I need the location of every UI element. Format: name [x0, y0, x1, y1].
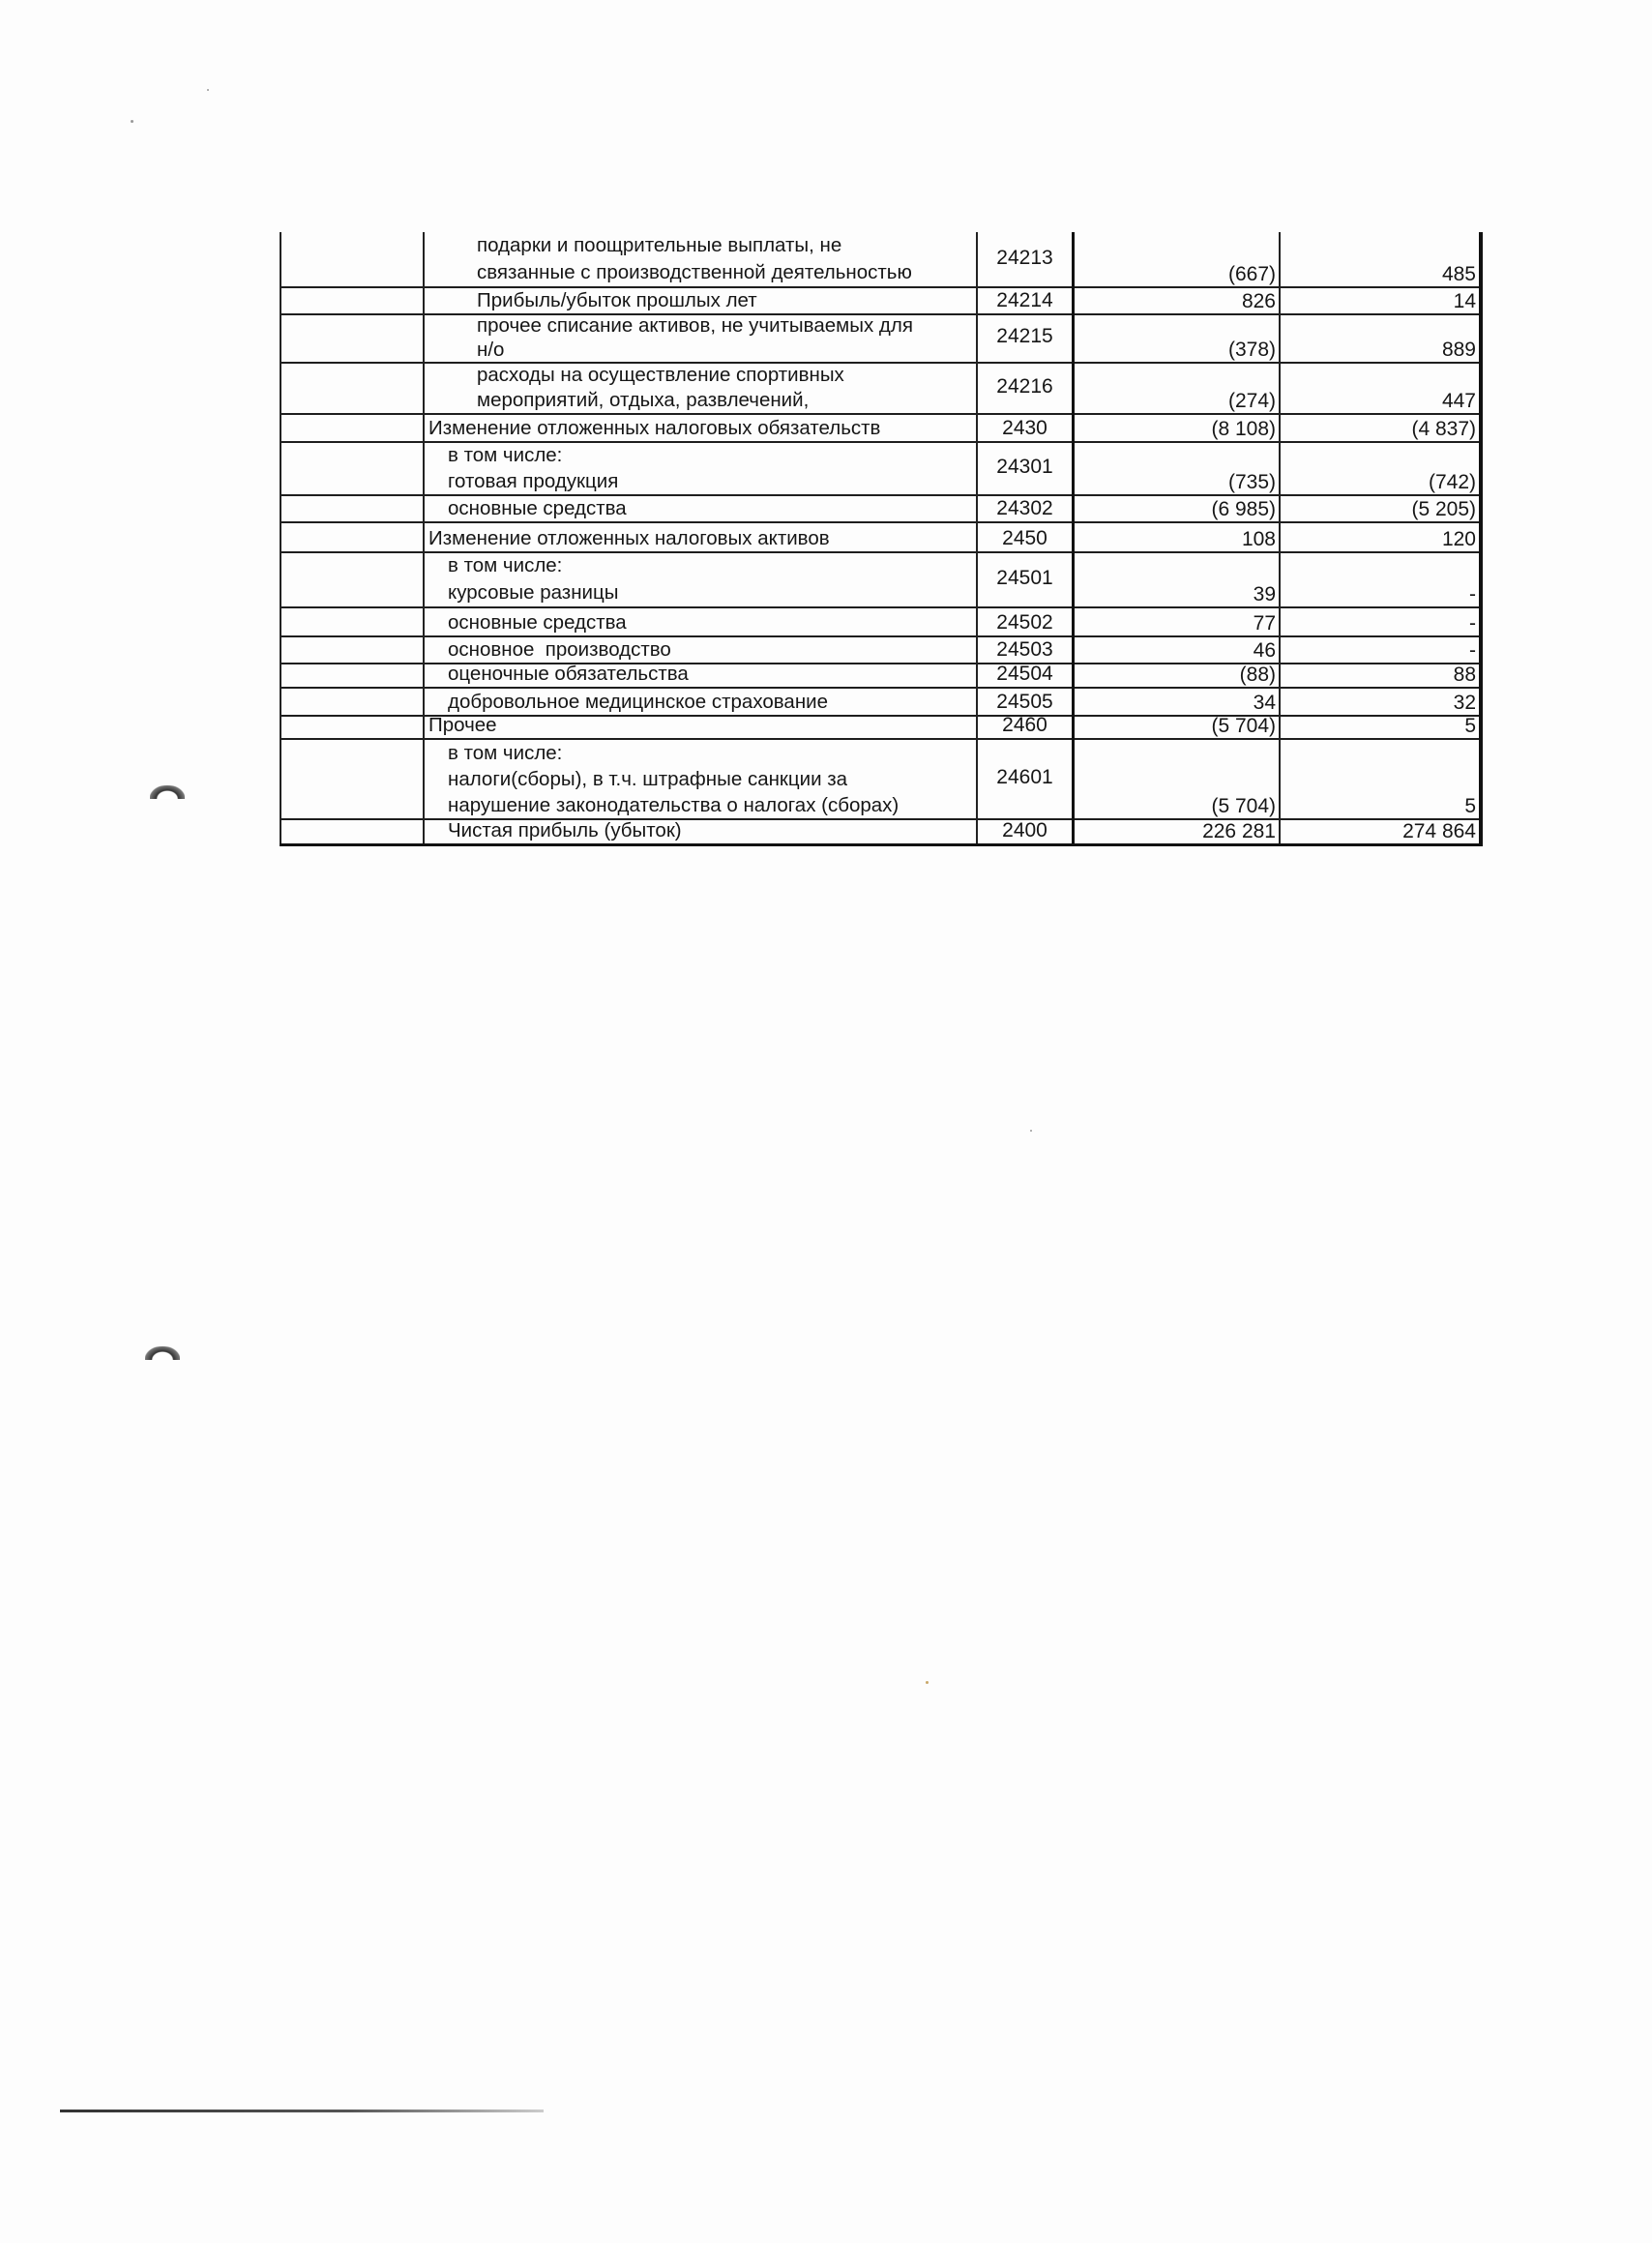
table-row	[280, 635, 1483, 664]
table-row	[280, 232, 1483, 288]
table-row	[280, 715, 1483, 740]
row-label: Изменение отложенных налоговых активов	[428, 527, 830, 549]
row-code: 24502	[996, 611, 1053, 634]
blank-cell	[280, 362, 423, 413]
blank-cell	[280, 413, 423, 441]
code-cell	[976, 494, 1072, 521]
row-code: 24215	[996, 324, 1053, 347]
table-row	[280, 521, 1483, 553]
row-label-cell	[423, 818, 976, 843]
row-code: 24302	[996, 497, 1053, 519]
table-row	[280, 738, 1483, 820]
row-label-cell	[423, 551, 976, 606]
scan-speck	[1030, 1130, 1032, 1132]
current-period-value: (378)	[1227, 339, 1276, 361]
row-label: Чистая прибыль (убыток)	[448, 819, 682, 841]
row-label: Прочее	[428, 714, 497, 736]
row-label: в том числе:	[448, 742, 563, 764]
row-label: налоги(сборы), в т.ч. штрафные санкции за	[448, 768, 848, 790]
row-label: нарушение законодательства о налогах (сборах)	[448, 794, 900, 816]
previous-period-value: 5	[1464, 795, 1476, 817]
current-period-value: 46	[1253, 639, 1276, 662]
row-label-cell	[423, 413, 976, 441]
current-period-value: 826	[1241, 290, 1276, 312]
code-cell	[976, 663, 1072, 687]
code-cell	[976, 521, 1072, 551]
previous-period-cell	[1279, 663, 1483, 687]
code-cell	[976, 232, 1072, 286]
row-label-cell	[423, 362, 976, 413]
previous-period-cell	[1279, 413, 1483, 441]
current-period-cell	[1072, 362, 1279, 413]
table-row	[280, 818, 1483, 846]
blank-cell	[280, 286, 423, 313]
blank-cell	[280, 738, 423, 818]
scan-speck	[131, 120, 133, 123]
previous-period-cell	[1279, 441, 1483, 494]
previous-period-cell	[1279, 715, 1483, 738]
table-row	[280, 313, 1483, 364]
punch-hole-mark	[150, 785, 185, 799]
previous-period-value: -	[1469, 612, 1476, 635]
blank-cell	[280, 551, 423, 606]
previous-period-value: 32	[1453, 692, 1476, 714]
current-period-cell	[1072, 687, 1279, 715]
current-period-cell	[1072, 551, 1279, 606]
current-period-value: (6 985)	[1211, 498, 1276, 520]
blank-cell	[280, 818, 423, 843]
current-period-value: 39	[1253, 583, 1276, 605]
row-label: добровольное медицинское страхование	[448, 691, 828, 713]
previous-period-value: 14	[1453, 290, 1476, 312]
row-label-cell	[423, 494, 976, 521]
row-code: 24501	[996, 566, 1053, 589]
previous-period-value: 889	[1441, 339, 1476, 361]
previous-period-cell	[1279, 286, 1483, 313]
code-cell	[976, 818, 1072, 843]
blank-cell	[280, 635, 423, 663]
row-label: основные средства	[448, 497, 627, 519]
blank-cell	[280, 441, 423, 494]
code-cell	[976, 362, 1072, 413]
row-label-cell	[423, 232, 976, 286]
row-label: прочее списание активов, не учитываемых для	[477, 314, 913, 337]
current-period-cell	[1072, 606, 1279, 635]
scan-edge-line	[60, 2110, 544, 2112]
row-code: 24301	[996, 455, 1053, 478]
previous-period-cell	[1279, 635, 1483, 663]
row-label: в том числе:	[448, 554, 563, 576]
row-label-cell	[423, 441, 976, 494]
row-label: расходы на осуществление спортивных	[477, 364, 844, 386]
current-period-value: 226 281	[1202, 820, 1276, 842]
code-cell	[976, 313, 1072, 362]
code-cell	[976, 738, 1072, 818]
previous-period-cell	[1279, 606, 1483, 635]
previous-period-cell	[1279, 232, 1483, 286]
code-cell	[976, 551, 1072, 606]
blank-cell	[280, 606, 423, 635]
current-period-value: (88)	[1239, 664, 1276, 686]
previous-period-value: (5 205)	[1411, 498, 1476, 520]
code-cell	[976, 687, 1072, 715]
current-period-cell	[1072, 441, 1279, 494]
row-label: курсовые разницы	[448, 581, 619, 604]
row-code: 24505	[996, 691, 1053, 713]
table-row	[280, 362, 1483, 415]
previous-period-value: -	[1469, 639, 1476, 662]
previous-period-value: -	[1469, 583, 1476, 605]
previous-period-cell	[1279, 494, 1483, 521]
current-period-cell	[1072, 232, 1279, 286]
previous-period-cell	[1279, 818, 1483, 843]
row-label-cell	[423, 635, 976, 663]
table-row	[280, 286, 1483, 315]
row-code: 2430	[1002, 417, 1047, 439]
current-period-value: 34	[1253, 692, 1276, 714]
previous-period-value: 274 864	[1402, 820, 1476, 842]
scan-speck	[207, 89, 209, 91]
row-code: 2400	[1002, 819, 1047, 841]
scan-speck	[926, 1681, 929, 1684]
blank-cell	[280, 232, 423, 286]
row-code: 24503	[996, 638, 1053, 661]
current-period-value: (8 108)	[1211, 418, 1276, 440]
current-period-value: 77	[1253, 612, 1276, 635]
row-label-cell	[423, 606, 976, 635]
row-code: 2450	[1002, 527, 1047, 549]
row-label: готовая продукция	[448, 470, 619, 492]
blank-cell	[280, 715, 423, 738]
blank-cell	[280, 663, 423, 687]
previous-period-cell	[1279, 362, 1483, 413]
current-period-value: 108	[1241, 528, 1276, 550]
row-label: основные средства	[448, 611, 627, 634]
table-row	[280, 494, 1483, 523]
row-label-cell	[423, 286, 976, 313]
row-label: основное производство	[448, 638, 671, 661]
table-row	[280, 663, 1483, 689]
current-period-value: (5 704)	[1211, 715, 1276, 737]
previous-period-cell	[1279, 687, 1483, 715]
previous-period-value: 88	[1453, 664, 1476, 686]
row-code: 24214	[996, 289, 1053, 311]
current-period-cell	[1072, 635, 1279, 663]
previous-period-cell	[1279, 313, 1483, 362]
code-cell	[976, 441, 1072, 494]
row-label: оценочные обязательства	[448, 663, 689, 685]
row-label: н/о	[477, 339, 505, 361]
row-label-cell	[423, 521, 976, 551]
current-period-cell	[1072, 313, 1279, 362]
previous-period-value: 447	[1441, 390, 1476, 412]
row-label-cell	[423, 313, 976, 362]
row-label: Изменение отложенных налоговых обязательств	[428, 417, 881, 439]
previous-period-value: (4 837)	[1411, 418, 1476, 440]
current-period-value: (274)	[1227, 390, 1276, 412]
row-label: мероприятий, отдыха, развлечений,	[477, 389, 810, 411]
current-period-cell	[1072, 715, 1279, 738]
code-cell	[976, 413, 1072, 441]
current-period-cell	[1072, 521, 1279, 551]
blank-cell	[280, 313, 423, 362]
current-period-cell	[1072, 413, 1279, 441]
punch-hole-mark	[145, 1346, 180, 1360]
row-code: 2460	[1002, 714, 1047, 736]
row-label-cell	[423, 687, 976, 715]
previous-period-value: 485	[1441, 263, 1476, 285]
row-label-cell	[423, 738, 976, 818]
code-cell	[976, 606, 1072, 635]
code-cell	[976, 715, 1072, 738]
current-period-cell	[1072, 663, 1279, 687]
blank-cell	[280, 521, 423, 551]
row-code: 24601	[996, 765, 1053, 788]
row-label: связанные с производственной деятельностью	[477, 261, 912, 283]
previous-period-value: 120	[1441, 528, 1476, 550]
row-code: 24504	[996, 663, 1053, 685]
row-label-cell	[423, 715, 976, 738]
current-period-cell	[1072, 286, 1279, 313]
current-period-value: (5 704)	[1211, 795, 1276, 817]
code-cell	[976, 635, 1072, 663]
current-period-cell	[1072, 818, 1279, 843]
current-period-value: (735)	[1227, 471, 1276, 493]
row-code: 24213	[996, 246, 1053, 269]
current-period-cell	[1072, 738, 1279, 818]
code-cell	[976, 286, 1072, 313]
row-code: 24216	[996, 374, 1053, 398]
previous-period-cell	[1279, 738, 1483, 818]
row-label: в том числе:	[448, 444, 563, 466]
row-label-cell	[423, 663, 976, 687]
previous-period-value: (742)	[1428, 471, 1476, 493]
row-label: подарки и поощрительные выплаты, не	[477, 234, 842, 256]
table-row	[280, 606, 1483, 637]
previous-period-cell	[1279, 551, 1483, 606]
table-row	[280, 441, 1483, 496]
blank-cell	[280, 494, 423, 521]
table-row	[280, 551, 1483, 608]
blank-cell	[280, 687, 423, 715]
current-period-value: (667)	[1227, 263, 1276, 285]
previous-period-value: 5	[1464, 715, 1476, 737]
current-period-cell	[1072, 494, 1279, 521]
previous-period-cell	[1279, 521, 1483, 551]
table-row	[280, 413, 1483, 443]
row-label: Прибыль/убыток прошлых лет	[477, 289, 757, 311]
